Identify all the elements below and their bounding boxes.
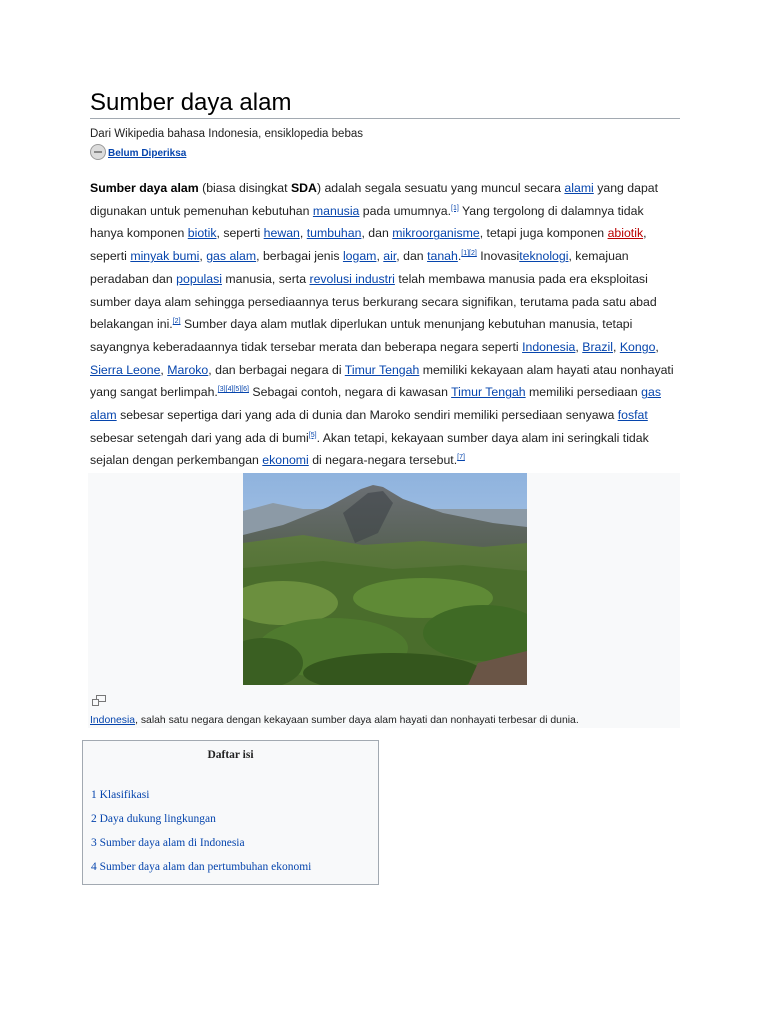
redlink-abiotik[interactable]: abiotik [607, 226, 644, 241]
text-span: Sebagai contoh, negara di kawasan [248, 385, 452, 400]
text-span: , [613, 339, 620, 354]
text-span: sebesar setengah dari yang ada di bumi [90, 430, 309, 445]
text-span: , dan berbagai negara di [208, 362, 345, 377]
reference-7[interactable]: [7] [457, 454, 465, 462]
text-span: , seperti [216, 226, 264, 241]
link-brazil[interactable]: Brazil [582, 339, 613, 354]
text-span: sebesar sepertiga dari yang ada di dunia dan Maroko sendiri memiliki persediaan senyawa [116, 408, 618, 423]
link-indonesia[interactable]: Indonesia [522, 339, 576, 354]
text-span: , dan [361, 226, 393, 241]
link-ekonomi[interactable]: ekonomi [262, 453, 309, 468]
caption-text: , salah satu negara dengan kekayaan sumber daya alam hayati dan nonhayati terbesar di dunia. [135, 715, 579, 726]
reference-5[interactable]: [5] [308, 431, 317, 439]
link-gas-alam-2[interactable]: gas alam [90, 385, 661, 423]
link-maroko[interactable]: Maroko [167, 362, 209, 377]
lead-term: Sumber daya alam [90, 181, 199, 195]
link-sierra-leone[interactable]: Sierra Leone [90, 362, 161, 377]
review-status[interactable] [90, 143, 186, 161]
link-alami[interactable]: alami [564, 181, 594, 195]
toc-item-sda-ekonomi[interactable]: 4 Sumber daya alam dan pertumbuhan ekonomi [91, 861, 312, 873]
text-span: , kemajuan peradaban dan [90, 249, 629, 286]
intro-paragraph [90, 177, 680, 472]
reference-2[interactable]: [2] [172, 318, 181, 326]
text-span: manusia, serta [221, 271, 310, 286]
link-fosfat[interactable]: fosfat [617, 408, 648, 423]
volcano-landscape-photo[interactable] [243, 473, 527, 685]
abbreviation: SDA [290, 181, 317, 195]
link-tumbuhan[interactable]: tumbuhan [306, 226, 362, 241]
text-span: , berbagai jenis [256, 249, 343, 264]
link-gas-alam[interactable]: gas alam [206, 249, 257, 264]
toc-item-klasifikasi[interactable]: 1 Klasifikasi [91, 789, 150, 801]
link-teknologi[interactable]: teknologi [519, 249, 569, 264]
text-span: , seperti [90, 226, 647, 264]
link-timur-tengah[interactable]: Timur Tengah [344, 362, 420, 377]
link-air[interactable]: air [383, 249, 397, 264]
text-span: , [376, 249, 384, 264]
toc-title: Daftar isi [207, 749, 254, 761]
text-span: . [457, 249, 462, 264]
caption-link-indonesia[interactable]: Indonesia [90, 715, 136, 726]
link-timur-tengah-2[interactable]: Timur Tengah [451, 385, 526, 400]
article-figure [88, 473, 680, 728]
review-status-link[interactable]: Belum Diperiksa [108, 148, 187, 159]
text-span: Inovasi [476, 249, 520, 264]
text-span: yang dapat digunakan untuk pemenuhan kebutuhan [90, 181, 659, 218]
site-tagline: Dari Wikipedia bahasa Indonesia, ensiklopedia bebas [90, 128, 363, 140]
reference-1[interactable]: [1] [451, 204, 459, 212]
text-span: di negara-negara tersebut. [308, 453, 458, 468]
link-revolusi-industri[interactable]: revolusi industri [309, 271, 395, 286]
text-span: , [299, 226, 307, 241]
figure-caption [90, 714, 579, 728]
reference-1-2[interactable]: [1][2] [461, 250, 477, 258]
text-span: , tetapi juga komponen [479, 226, 608, 241]
unreviewed-icon [90, 144, 106, 160]
text-span: , dan [396, 249, 428, 264]
text-span: , [199, 249, 207, 264]
text-span: , [655, 339, 659, 354]
text-span: Sumber daya alam mutlak diperlukan untuk menunjang kebutuhan manusia, tetapi sayangnya keberadaannya tidak tersebar merata dan beberapa negara seperti [90, 317, 633, 354]
text-span: pada umumnya. [359, 203, 451, 218]
text-span: memiliki persediaan [525, 385, 642, 400]
link-minyak-bumi[interactable]: minyak bumi [130, 249, 200, 264]
table-of-contents [82, 740, 379, 885]
link-kongo[interactable]: Kongo [619, 339, 656, 354]
link-logam[interactable]: logam [342, 249, 377, 264]
link-mikroorganisme[interactable]: mikroorganisme [392, 226, 480, 241]
title-divider [90, 118, 680, 119]
text-span: , [575, 339, 583, 354]
reference-3-6[interactable]: [3][4][5][6] [217, 386, 249, 394]
text-span: telah membawa manusia pada era eksploitasi sumber daya alam sehingga persediaannya terus berkurang secara signifikan, terutama pada satu abad belakangan ini. [90, 271, 657, 332]
enlarge-icon[interactable] [92, 695, 106, 706]
toc-item-daya-dukung[interactable]: 2 Daya dukung lingkungan [91, 813, 216, 825]
link-manusia[interactable]: manusia [312, 203, 360, 218]
link-hewan[interactable]: hewan [263, 226, 300, 241]
toc-item-sda-indonesia[interactable]: 3 Sumber daya alam di Indonesia [91, 837, 245, 849]
text-span: Yang tergolong di dalamnya tidak hanya komponen [90, 203, 644, 241]
text-span: memiliki kekayaan alam hayati atau nonhayati yang sangat berlimpah. [90, 362, 674, 400]
link-biotik[interactable]: biotik [187, 226, 217, 241]
text-span: , [160, 362, 168, 377]
link-populasi[interactable]: populasi [176, 271, 222, 286]
text-span: . Akan tetapi, kekayaan sumber daya alam ini seringkali tidak sejalan dengan perkembangan [90, 430, 649, 468]
link-tanah[interactable]: tanah [427, 249, 458, 264]
text-span: ) adalah segala sesuatu yang muncul secara [316, 181, 565, 195]
text-span: (biasa disingkat [198, 181, 291, 195]
page-title: Sumber daya alam [90, 89, 292, 116]
